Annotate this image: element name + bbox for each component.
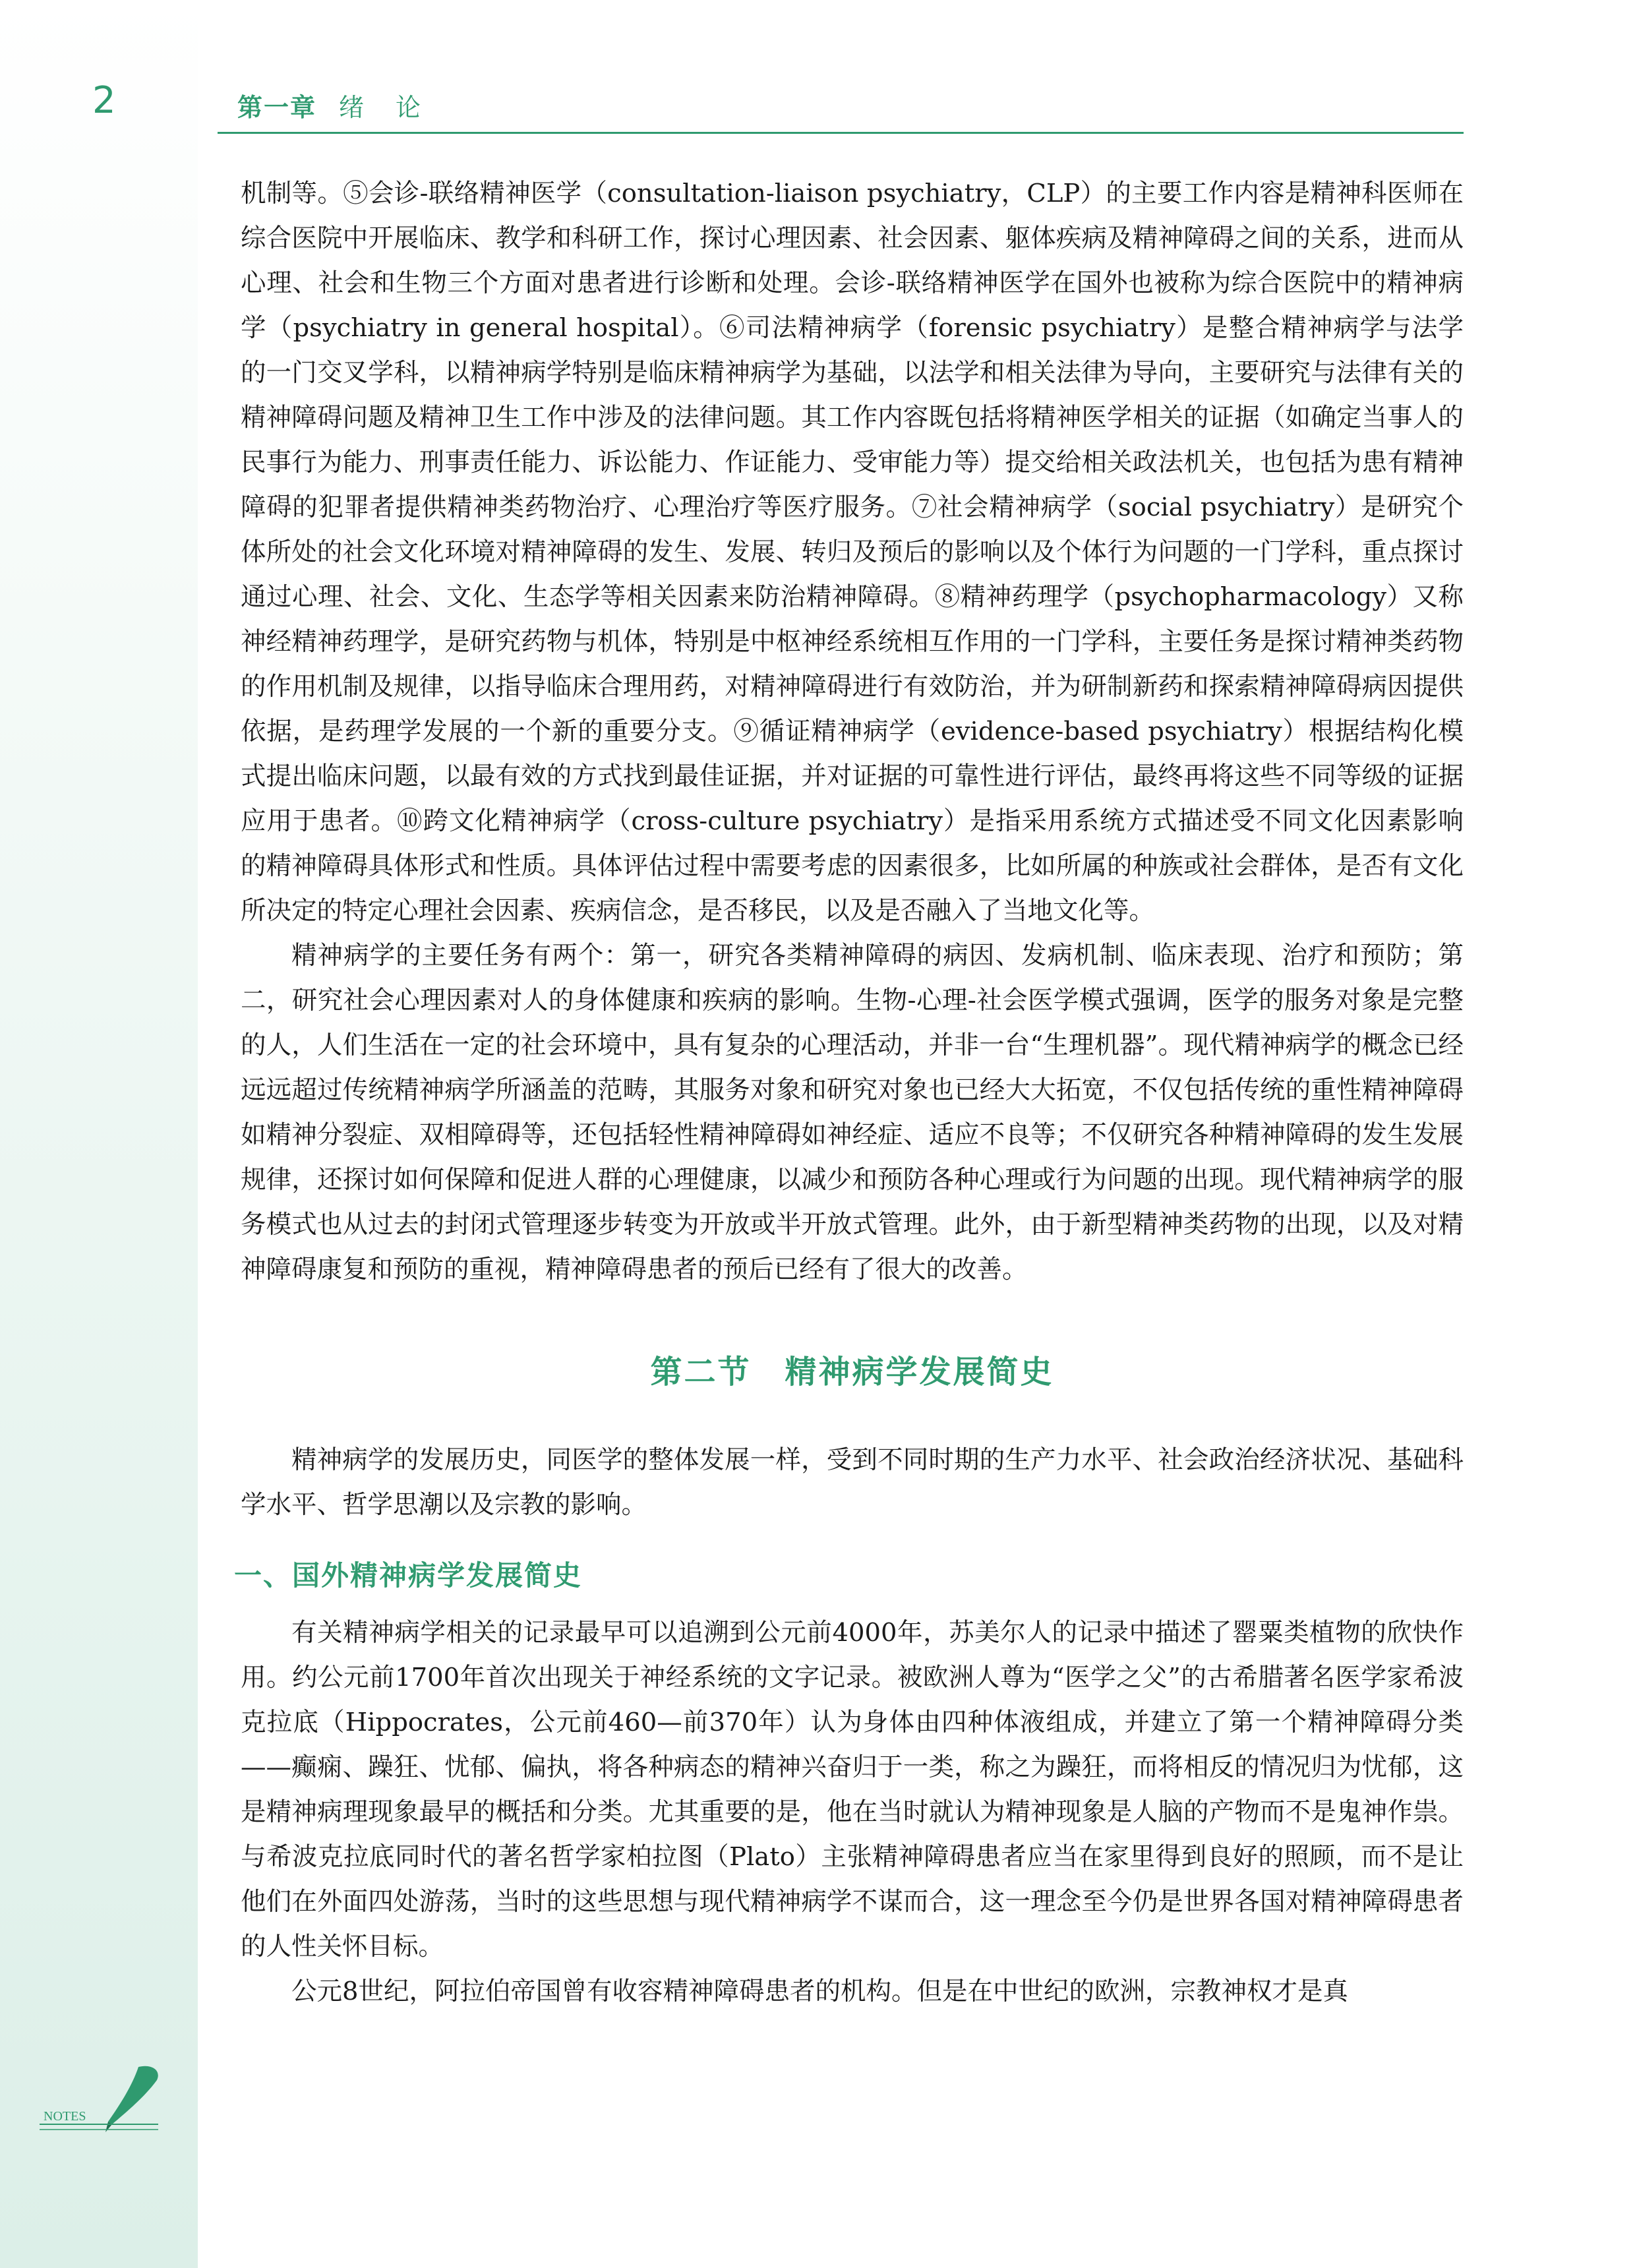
chapter-title: 绪论 [339,93,453,122]
page-number: 2 [92,79,116,122]
subsection-title: 一、国外精神病学发展简史 [234,1559,583,1592]
margin-band [0,0,198,2268]
page-body [234,171,1464,2014]
notes-logo [40,2064,171,2136]
paragraph-1: 机制等。⑤会诊-联络精神医学（consultation-liaison psychiatry，CLP）的主要工作内容是精神科医师在综合医院中开展临床、教学和科研工作，探讨心理因素、社会因素、躯体疾病及精神障碍之间的关系，进而从心理、社会和生物三个方面对患者进行诊断和处理。会诊-联络精神医学在国外也被称为综合医院中的精神病学（psychiatry in general hospital）。⑥司法精神病学（forensic psychiatry）是整合精神病学与法学的一门交叉学科，以精神病学特别是临床精神病学为基础，以法学和相关法律为导向，主要研究与法律有关的精神障碍问题及精神卫生工作中涉及的法律问题。其工作内容既包括将精神医学相关的证据（如确定当事人的民事行为能力、刑事责任能力、诉讼能力、作证能力、受审能力等）提交给相关政法机关，也包括为患有精神障碍的犯罪者提供精神类药物治疗、心理治疗等医疗服务。⑦社会精神病学（social psychiatry）是研究个体所处的社会文化环境对精神障碍的发生、发展、转归及预后的影响以及个体行为问题的一门学科，重点探讨通过心理、社会、文化、生态学等相关因素来防治精神障碍。⑧精神药理学（psychopharmacology）又称神经精神药理学，是研究药物与机体，特别是中枢神经系统相互作用的一门学科，主要任务是探讨精神类药物的作用机制及规律，以指导临床合理用药，对精神障碍进行有效防治，并为研制新药和探索精神障碍病因提供依据，是药理学发展的一个新的重要分支。⑨循证精神病学（evidence-based psychiatry）根据结构化模式提出临床问题，以最有效的方式找到最佳证据，并对证据的可靠性进行评估，最终再将这些不同等级的证据应用于患者。⑩跨文化精神病学（cross-culture psychiatry）是指采用系统方式描述受不同文化因素影响的精神障碍具体形式和性质。具体评估过程中需要考虑的因素很多，比如所属的种族或社会群体，是否有文化所决定的特定心理社会因素、疾病信念，是否移民，以及是否融入了当地文化等。 [241,179,1464,926]
paragraph-3: 精神病学的发展历史，同医学的整体发展一样，受到不同时期的生产力水平、社会政治经济状况、基础科学水平、哲学思潮以及宗教的影响。 [241,1445,1464,1520]
paragraph-2: 精神病学的主要任务有两个：第一，研究各类精神障碍的病因、发病机制、临床表现、治疗和预防；第二，研究社会心理因素对人的身体健康和疾病的影响。生物-心理-社会医学模式强调，医学的服务对象是完整的人，人们生活在一定的社会环境中，具有复杂的心理活动，并非一台“生理机器”。现代精神病学的概念已经远远超过传统精神病学所涵盖的范畴，其服务对象和研究对象也已经大大拓宽，不仅包括传统的重性精神障碍如精神分裂症、双相障碍等，还包括轻性精神障碍如神经症、适应不良等；不仅研究各种精神障碍的发生发展规律，还探讨如何保障和促进人群的心理健康，以减少和预防各种心理或行为问题的出现。现代精神病学的服务模式也从过去的封闭式管理逐步转变为开放或半开放式管理。此外，由于新型精神类药物的出现，以及对精神障碍康复和预防的重视，精神障碍患者的预后已经有了很大的改善。 [241,941,1464,1284]
notes-label: NOTES [44,2109,86,2124]
running-head [237,87,452,123]
chapter-label: 第一章 [237,93,317,122]
paragraph-4: 有关精神病学相关的记录最早可以追溯到公元前4000年，苏美尔人的记录中描述了罂粟类植物的欣快作用。约公元前1700年首次出现关于神经系统的文字记录。被欧洲人尊为“医学之父”的古希腊著名医学家希波克拉底（Hippocrates，公元前460—前370年）认为身体由四种体液组成，并建立了第一个精神障碍分类——癫痫、躁狂、忧郁、偏执，将各种病态的精神兴奋归于一类，称之为躁狂，而将相反的情况归为忧郁，这是精神病理现象最早的概括和分类。尤其重要的是，他在当时就认为精神现象是人脑的产物而不是鬼神作祟。与希波克拉底同时代的著名哲学家柏拉图（Plato）主张精神障碍患者应当在家里得到良好的照顾，而不是让他们在外面四处游荡，当时的这些思想与现代精神病学不谋而合，这一理念至今仍是世界各国对精神障碍患者的人性关怀目标。 [241,1618,1464,1961]
header-rule [218,132,1464,134]
section-title: 第二节 精神病学发展简史 [650,1354,1054,1390]
paragraph-5: 公元8世纪，阿拉伯帝国曾有收容精神障碍患者的机构。但是在中世纪的欧洲，宗教神权才是真 [291,1977,1348,2006]
pen-icon [40,2064,171,2136]
